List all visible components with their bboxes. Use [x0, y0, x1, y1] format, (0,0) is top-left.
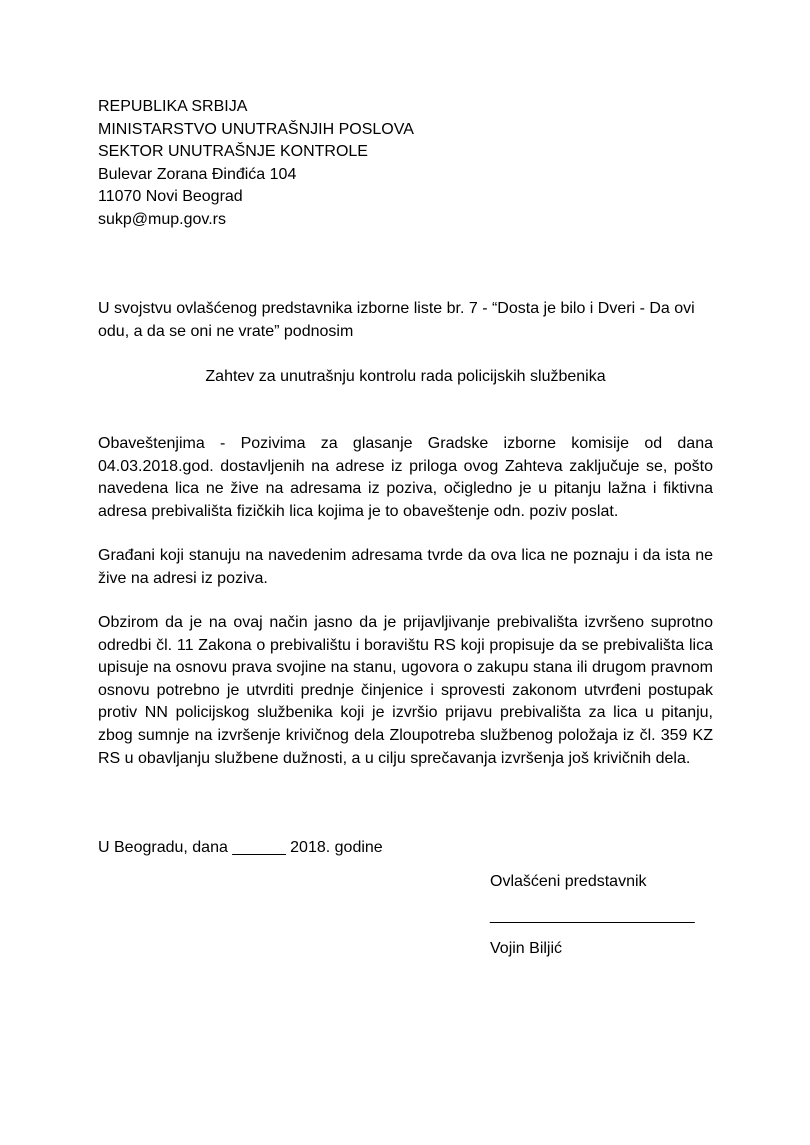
address-line-sector: SEKTOR UNUTRAŠNJE KONTROLE — [98, 143, 368, 161]
address-line-street: Bulevar Zorana Đinđića 104 — [98, 165, 297, 183]
place-and-date: U Beogradu, dana ______ 2018. godine — [98, 839, 383, 856]
recipient-address — [98, 96, 718, 232]
body-paragraph-1: Obaveštenjima - Pozivima za glasanje Gradske izborne komisije od dana 04.03.2018.god. dostavljenih na adrese iz priloga ovog Zahteva zaključuje se, pošto navedena lica ne žive na adresama iz poziva, očigledno je u pitanju lažna i fiktivna adresa prebivališta fizičkih lica kojima je to obaveštenje odn. poziv poslat. — [98, 435, 713, 520]
intro-paragraph: U svojstvu ovlašćenog predstavnika izborne liste br. 7 - “Dosta je bilo i Dveri - Da ovi odu, a da se oni ne vrate” podnosim — [98, 300, 695, 340]
body-paragraph-3: Obzirom da je na ovaj način jasno da je prijavljivanje prebivališta izvršeno suprotno odredbi čl. 11 Zakona o prebivalištu i boravištu RS koji propisuje da se prebivališta lica upisuje na osnovu prava svojine na stanu, ugovora o zakupu stana ili drugom pravnom osnovu potrebno je utvrditi prednje činjenice i sprovesti zakonom utvrđeni postupak protiv NN policijskog službenika koji je izvršio prijavu prebivališta za lica u pitanju, zbog sumnje na izvršenje krivičnog dela Zloupotreba službenog položaja iz čl. 359 KZ RS u obavljanju službene dužnosti, a u cilju sprečavanja izvršenja još krivičnih dela. — [98, 614, 713, 767]
address-line-ministry: MINISTARSTVO UNUTRAŠNJIH POSLOVA — [98, 120, 414, 138]
body-paragraph-2: Građani koji stanuju na navedenim adresama tvrde da ova lica ne poznaju i da ista ne žive na adresi iz poziva. — [98, 547, 713, 587]
signatory-name: Vojin Biljić — [490, 940, 563, 957]
signature-line: _______________________ — [490, 907, 695, 924]
address-line-country: REPUBLIKA SRBIJA — [98, 98, 248, 115]
address-line-email: sukp@mup.gov.rs — [98, 210, 226, 228]
document-title: Zahtev za unutrašnju kontrolu rada policijskih službenika — [205, 368, 606, 385]
address-line-city: 11070 Novi Beograd — [98, 188, 243, 206]
signature-title: Ovlašćeni predstavnik — [490, 873, 647, 890]
